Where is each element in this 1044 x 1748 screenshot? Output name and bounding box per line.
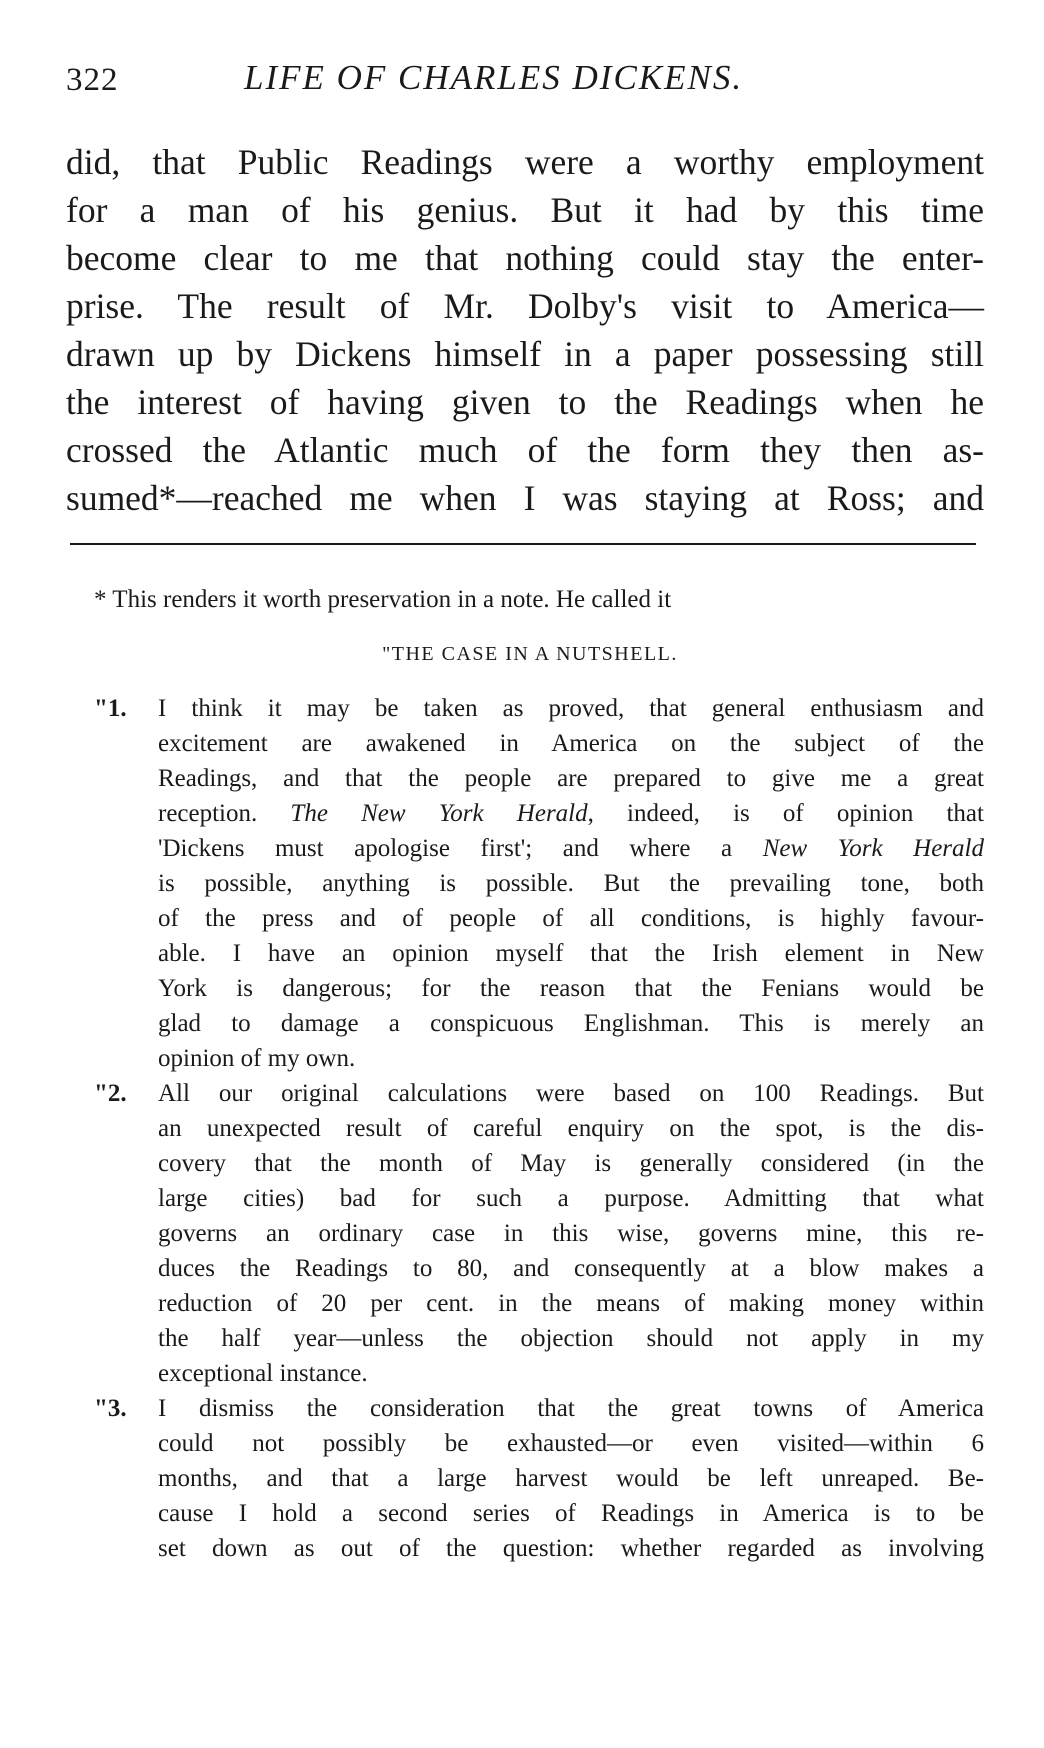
footnote-line: Readings, and that the people are prepared to give me a great [158,765,984,792]
footnote-line: opinion of my own. [158,1045,356,1072]
footnote-line: I think it may be taken as proved, that general enthusiasm and [158,695,984,722]
footnote-line: is possible, anything is possible. But the prevailing tone, both [158,870,984,897]
item-number: "3. [94,1395,127,1422]
footnote-line: reduction of 20 per cent. in the means of making money within [158,1290,984,1317]
body-line: crossed the Atlantic much of the form they then as- [66,430,984,470]
item-number: "2. [94,1080,127,1107]
footnote-item [66,1391,984,1566]
body-line: sumed*—reached me when I was staying at Ross; and [66,478,984,518]
footnote-line: able. I have an opinion myself that the Irish element in New [158,940,984,967]
footnote-line: I dismiss the consideration that the great towns of America [158,1395,984,1422]
footnote-divider [70,543,976,545]
page-number: 322 [66,62,119,98]
footnote-line: could not possibly be exhausted—or even visited—within 6 [158,1430,984,1457]
footnote-line: exceptional instance. [158,1360,368,1387]
body-line: become clear to me that nothing could stay the enter- [66,238,984,278]
body-line: did, that Public Readings were a worthy employment [66,142,984,182]
footnote-line: an unexpected result of careful enquiry on the spot, is the dis- [158,1115,984,1142]
footnote-line: All our original calculations were based on 100 Readings. But [158,1080,984,1107]
footnote-line: of the press and of people of all conditions, is highly favour- [158,905,984,932]
item-number: "1. [94,695,127,722]
body-text [66,138,984,522]
body-line: prise. The result of Mr. Dolby's visit to America— [66,286,984,326]
footnote-line: the half year—unless the objection should not apply in my [158,1325,984,1352]
footnote-line: cause I hold a second series of Readings in America is to be [158,1500,984,1527]
footnote-line: glad to damage a conspicuous Englishman. This is merely an [158,1010,984,1037]
footnote-item [66,691,984,1076]
body-line: for a man of his genius. But it had by this time [66,190,984,230]
footnote-line: large cities) bad for such a purpose. Admitting that what [158,1185,984,1212]
footnote [66,582,984,1566]
footnote-line: 'Dickens must apologise first'; and where a New York Herald [158,835,984,862]
footnote-line: York is dangerous; for the reason that the Fenians would be [158,975,984,1002]
footnote-item [66,1076,984,1391]
body-line: the interest of having given to the Readings when he [66,382,984,422]
footnote-line: governs an ordinary case in this wise, governs mine, this re- [158,1220,984,1247]
footnote-line: duces the Readings to 80, and consequently at a blow makes a [158,1255,984,1282]
footnote-line: covery that the month of May is generally considered (in the [158,1150,984,1177]
running-head: LIFE OF CHARLES DICKENS. [244,58,744,97]
footnote-line: excitement are awakened in America on the subject of the [158,730,984,757]
footnote-line: reception. The New York Herald, indeed, is of opinion that [158,800,984,827]
footnote-intro: * This renders it worth preservation in a note. He called it [94,586,672,613]
footnote-line: months, and that a large harvest would be left unreaped. Be- [158,1465,984,1492]
footnote-line: set down as out of the question: whether regarded as involving [158,1535,984,1562]
page-header [66,52,986,102]
footnote-title: "THE CASE IN A NUTSHELL. [382,643,678,665]
body-line: drawn up by Dickens himself in a paper possessing still [66,334,984,374]
